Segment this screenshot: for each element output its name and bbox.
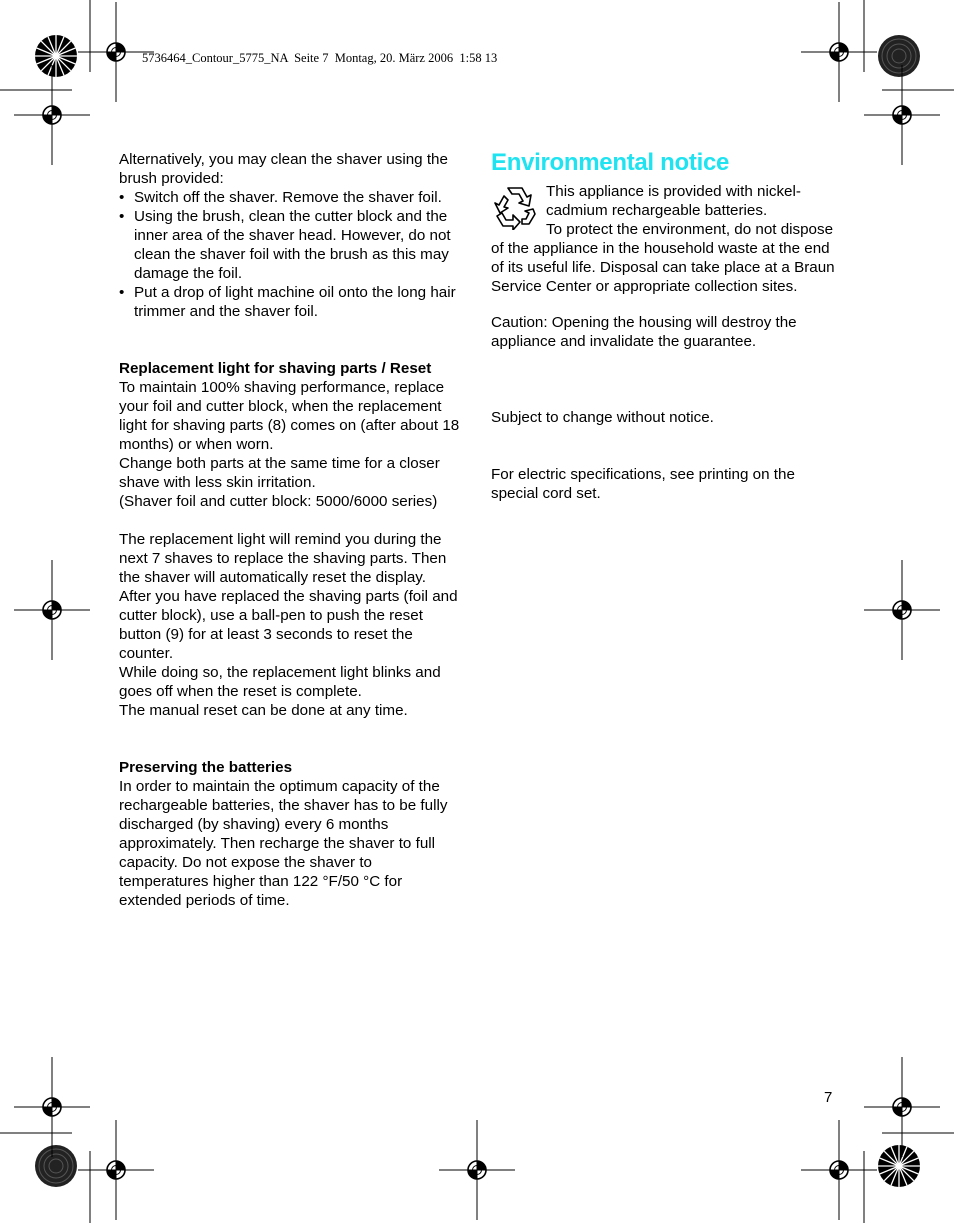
replacement-p2: Change both parts at the same time for a closer shave with less skin irritation. — [119, 455, 440, 491]
right-column — [491, 150, 836, 503]
replacement-heading: Replacement light for shaving parts / Reset — [119, 360, 432, 377]
caution-text: Caution: Opening the housing will destroy the appliance and invalidate the guarantee. — [491, 314, 797, 350]
replacement-p1: To maintain 100% shaving performance, replace your foil and cutter block, when the replacement light for shaving parts (8) comes on (after about 18 months) or when worn. — [119, 379, 460, 453]
env-p2: To protect the environment, do not dispose of the appliance in the household waste at the end of its useful life. Disposal can take place at a Braun Service Center or appropriate collection sites. — [491, 221, 835, 295]
subject-notice: Subject to change without notice. — [491, 409, 714, 426]
env-p1: This appliance is provided with nickel-cadmium rechargeable batteries. — [546, 183, 801, 219]
replacement-p3: (Shaver foil and cutter block: 5000/6000 series) — [119, 493, 438, 510]
batteries-text: In order to maintain the optimum capacity of the rechargeable batteries, the shaver has to be fully discharged (by shaving) every 6 months approximately. Then recharge the shaver to full capacity. Do not expose the shaver to temperatures higher than 122 °F/50 °C for extended periods of time. — [119, 778, 448, 909]
replacement-p7: The manual reset can be done at any time. — [119, 702, 408, 719]
electric-specs-note: For electric specifications, see printing on the special cord set. — [491, 466, 795, 502]
list-item: • Using the brush, clean the cutter block and the inner area of the shaver head. However, do not clean the shaver foil with the brush as this may damage the foil. — [119, 207, 464, 283]
replacement-p5: After you have replaced the shaving parts (foil and cutter block), use a ball-pen to push the reset button (9) for at least 3 seconds to reset the counter. — [119, 588, 458, 662]
batteries-heading: Preserving the batteries — [119, 759, 293, 776]
brush-intro: Alternatively, you may clean the shaver using the brush provided: — [119, 151, 448, 187]
list-item: • Switch off the shaver. Remove the shaver foil. — [119, 188, 464, 207]
replacement-p4: The replacement light will remind you during the next 7 shaves to replace the shaving parts. Then the shaver will automatically reset the display. — [119, 531, 447, 586]
brush-steps — [119, 188, 464, 321]
print-slug: 5736464_Contour_5775_NA Seite 7 Montag, 20. März 2006 1:58 13 — [142, 51, 498, 65]
recycle-icon — [491, 184, 541, 232]
replacement-p6: While doing so, the replacement light blinks and goes off when the reset is complete. — [119, 664, 441, 700]
list-item: • Put a drop of light machine oil onto the long hair trimmer and the shaver foil. — [119, 283, 464, 321]
left-column — [119, 150, 464, 910]
page-number: 7 — [824, 1089, 833, 1106]
environmental-notice-title: Environmental notice — [491, 149, 730, 176]
